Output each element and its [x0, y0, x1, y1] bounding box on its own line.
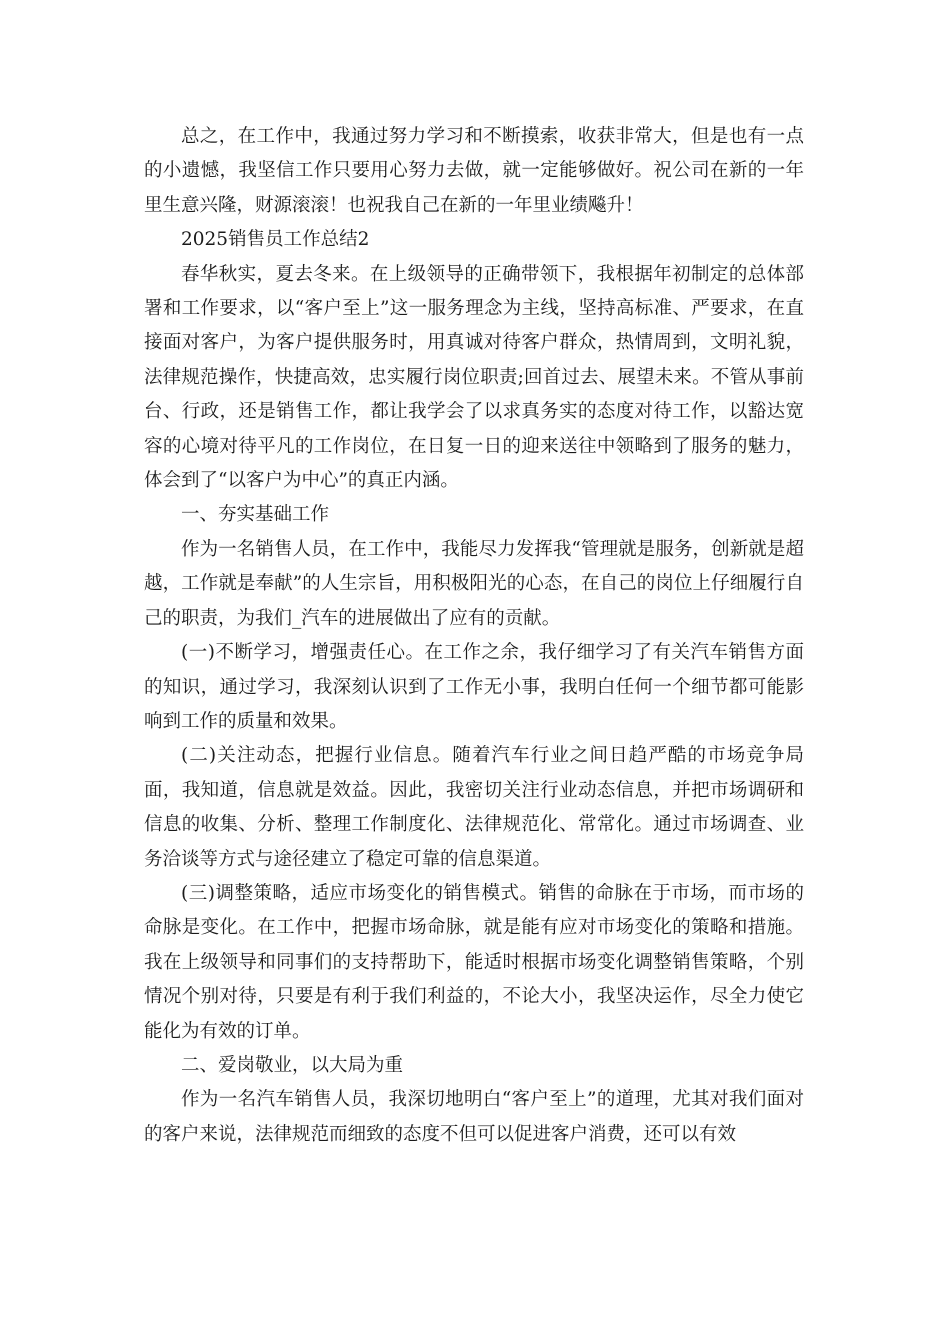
paragraph-learning: (一)不断学习，增强责任心。在工作之余，我仔细学习了有关汽车销售方面的知识，通过学习，我深刻认识到了工作无小事，我明白任何一个细节都可能影响到工作的质量和效果。 [144, 642, 804, 732]
heading-basic-work: 一、夯实基础工作 [181, 504, 330, 526]
heading-dedication: 二、爱岗敬业，以大局为重 [181, 1054, 404, 1076]
paragraph-strategy: (三)调整策略，适应市场变化的销售模式。销售的命脉在于市场，而市场的命脉是变化。在工作中，把握市场命脉，就是能有应对市场变化的策略和措施。我在上级领导和同事们的支持帮助下，能适时根据市场变化调整销售策略，个别情况个别对待，只要是有利于我们利益的，不论大小，我坚决运作，尽全力使它能化为有效的订单。 [144, 882, 804, 1042]
paragraph-conclusion: 总之，在工作中，我通过努力学习和不断摸索，收获非常大，但是也有一点的小遗憾，我坚信工作只要用心努力去做，就一定能够做好。祝公司在新的一年里生意兴隆，财源滚滚！也祝我自己在新的一年里业绩飚升！ [144, 126, 804, 216]
paragraph-industry-info: (二)关注动态，把握行业信息。随着汽车行业之间日趋严酷的市场竞争局面，我知道，信息就是效益。因此，我密切关注行业动态信息，并把市场调研和信息的收集、分析、整理工作制度化、法律规范化、常常化。通过市场调查、业务洽谈等方式与途径建立了稳定可靠的信息渠道。 [144, 745, 804, 870]
paragraph-basic-work: 作为一名销售人员，在工作中，我能尽力发挥我“管理就是服务，创新就是超越，工作就是奉献”的人生宗旨，用积极阳光的心态，在自己的岗位上仔细履行自己的职责，为我们_汽车的进展做出了应有的贡献。 [144, 538, 804, 629]
paragraph-intro: 春华秋实，夏去冬来。在上级领导的正确带领下，我根据年初制定的总体部署和工作要求，以“客户至上”这一服务理念为主线，坚持高标准、严要求，在直接面对客户，为客户提供服务时，用真诚对待客户群众，热情周到，文明礼貌，法律规范操作，快捷高效，忠实履行岗位职责;回首过去、展望未来。不管从事前台、行政，还是销售工作，都让我学会了以求真务实的态度对待工作，以豁达宽容的心境对待平凡的工作岗位，在日复一日的迎来送往中领略到了服务的魅力，体会到了“以客户为中心”的真正内涵。 [144, 263, 804, 492]
document-body [144, 120, 804, 1152]
section-title: 2025销售员工作总结2 [181, 229, 370, 251]
paragraph-dedication: 作为一名汽车销售人员，我深切地明白“客户至上”的道理，尤其对我们面对的客户来说，法律规范而细致的态度不但可以促进客户消费，还可以有效 [144, 1089, 804, 1145]
